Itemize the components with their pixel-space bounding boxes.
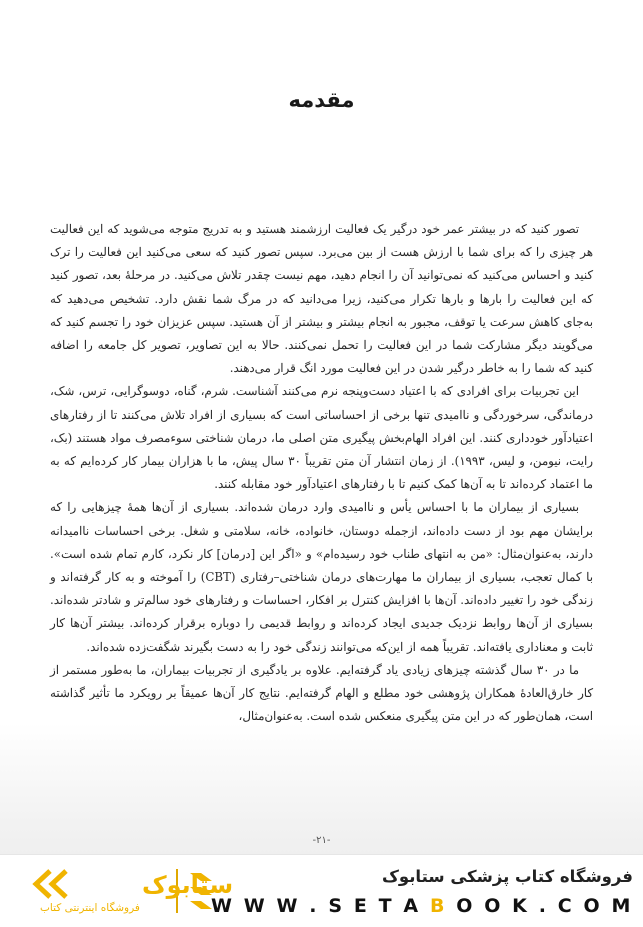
page-number: -۲۱- — [312, 835, 331, 846]
url-suffix: O O K . C O M — [456, 895, 633, 917]
paragraph: ما در ۳۰ سال گذشته چیزهای زیادی یاد گرفته‌ایم. علاوه بر یادگیری از تجربیات بیماران، ما به‌طور مستمر از کار خارق‌العادهٔ همکاران پژوهشی خود مطلع و الهام گرفته‌ایم. نتایج کار آن‌ها عمیقاً بر رویکرد ما تأثیر گذاشته است، همان‌طور که در این متن پیگیری منعکس شده است. به‌عنوان‌مثال، — [50, 662, 593, 724]
store-name: فروشگاه کتاب پزشکی ستابوک — [382, 867, 633, 886]
paragraph: این تجربیات برای افرادی که با اعتیاد دست‌وپنجه نرم می‌کنند آشناست. شرم، گناه، دوسوگرایی، ترس، شک، درماندگی، سرخوردگی و ناامیدی تنها برخی از احساساتی است که بسیاری از افراد تلاش می‌کنند تا از رفتارهای اعتیادآور خودداری کنند. این افراد الهام‌بخش پیگیری متن اصلی ما، درمان شناختی سوءمصرف مواد هستند (بک، رایت، نیومن، و لیس، ۱۹۹۳). از زمان انتشار آن متن تقریباً ۳۰ سال پیش، ما با هزاران بیمار کار کرده‌ایم که به ما اعتماد کرده‌اند تا به آن‌ها کمک کنیم تا با رفتارهای اعتیادآور خود مقابله کنند. — [50, 384, 593, 492]
page-title: مقدمه — [288, 88, 355, 112]
publisher-footer — [0, 854, 643, 927]
body-text — [50, 218, 593, 728]
url-prefix: W W W . S E T A — [210, 895, 421, 917]
paragraph: بسیاری از بیماران ما با احساس یأس و ناامیدی وارد درمان شده‌اند. بسیاری از آن‌ها همهٔ چیزهایی را که برایشان مهم بود از دست داده‌اند، ازجمله دوستان، خانواده، خانه، سلامتی و شغل. برخی احساسات ناامیدانه دارند، به‌عنوان‌مثال: «من به انتهای طناب خود رسیده‌ام» و «اگر این [درمان] کار نکرد، کارم تمام شده است». با کمال تعجب، بسیاری از بیماران ما مهارت‌های درمان شناختی–رفتاری (CBT) را آموخته و به کار گرفته‌اند و زندگی خود را تغییر داده‌اند. آن‌ها با افزایش کنترل بر افکار، احساسات و رفتارهای خود سالم‌تر و شادتر شده‌اند. بسیاری از آن‌ها روابط نزدیک جدیدی ایجاد کرده‌اند و روابط قدیمی را دوباره برقرار کرده‌اند. بیشتر آن‌ها کار ثابت و معناداری یافته‌اند. تقریباً همه از این‌که می‌توانند زندگی خود را به دست بگیرند شگفت‌زده شده‌اند. — [50, 500, 593, 654]
url-accent: B — [429, 895, 448, 917]
paragraph: تصور کنید که در بیشتر عمر خود درگیر یک فعالیت ارزشمند هستید و به تدریج متوجه می‌شوید که این فعالیت هر چیزی را که برای شما با ارزش هست از بین می‌برد. سپس تصور کنید که سعی می‌کنید این فعالیت را ترک کنید و احساس می‌کنید که نمی‌توانید آن را انجام دهید، مهم نیست چقدر تلاش می‌کنید. در مرحلهٔ بعد، تصور کنید که این فعالیت را بارها و بارها تکرار می‌کنید، زیرا می‌دانید که در مرگ شما نقش دارد. تشخیص می‌دهید که به‌جای کاهش سرعت یا توقف، مجبور به انجام بیشتر و بیشتر از آن هستید. سپس عزیزان خود را تجسم کنید که می‌گویند دیگر مشارکت شما در این فعالیت را تحمل نمی‌کنند. حالا به این تصاویر، تصویر کل جامعه را اضافه کنید که شما را به خاطر درگیر شدن در این فعالیت مورد انگ قرار می‌دهند. — [50, 222, 593, 376]
logo-word: ستابوک — [142, 871, 234, 899]
store-url[interactable] — [211, 895, 633, 917]
setabook-logo — [74, 865, 234, 901]
page-number-value: ۲۱ — [316, 835, 327, 846]
logo-tagline: فروشگاه اینترنتی کتاب — [40, 902, 140, 914]
